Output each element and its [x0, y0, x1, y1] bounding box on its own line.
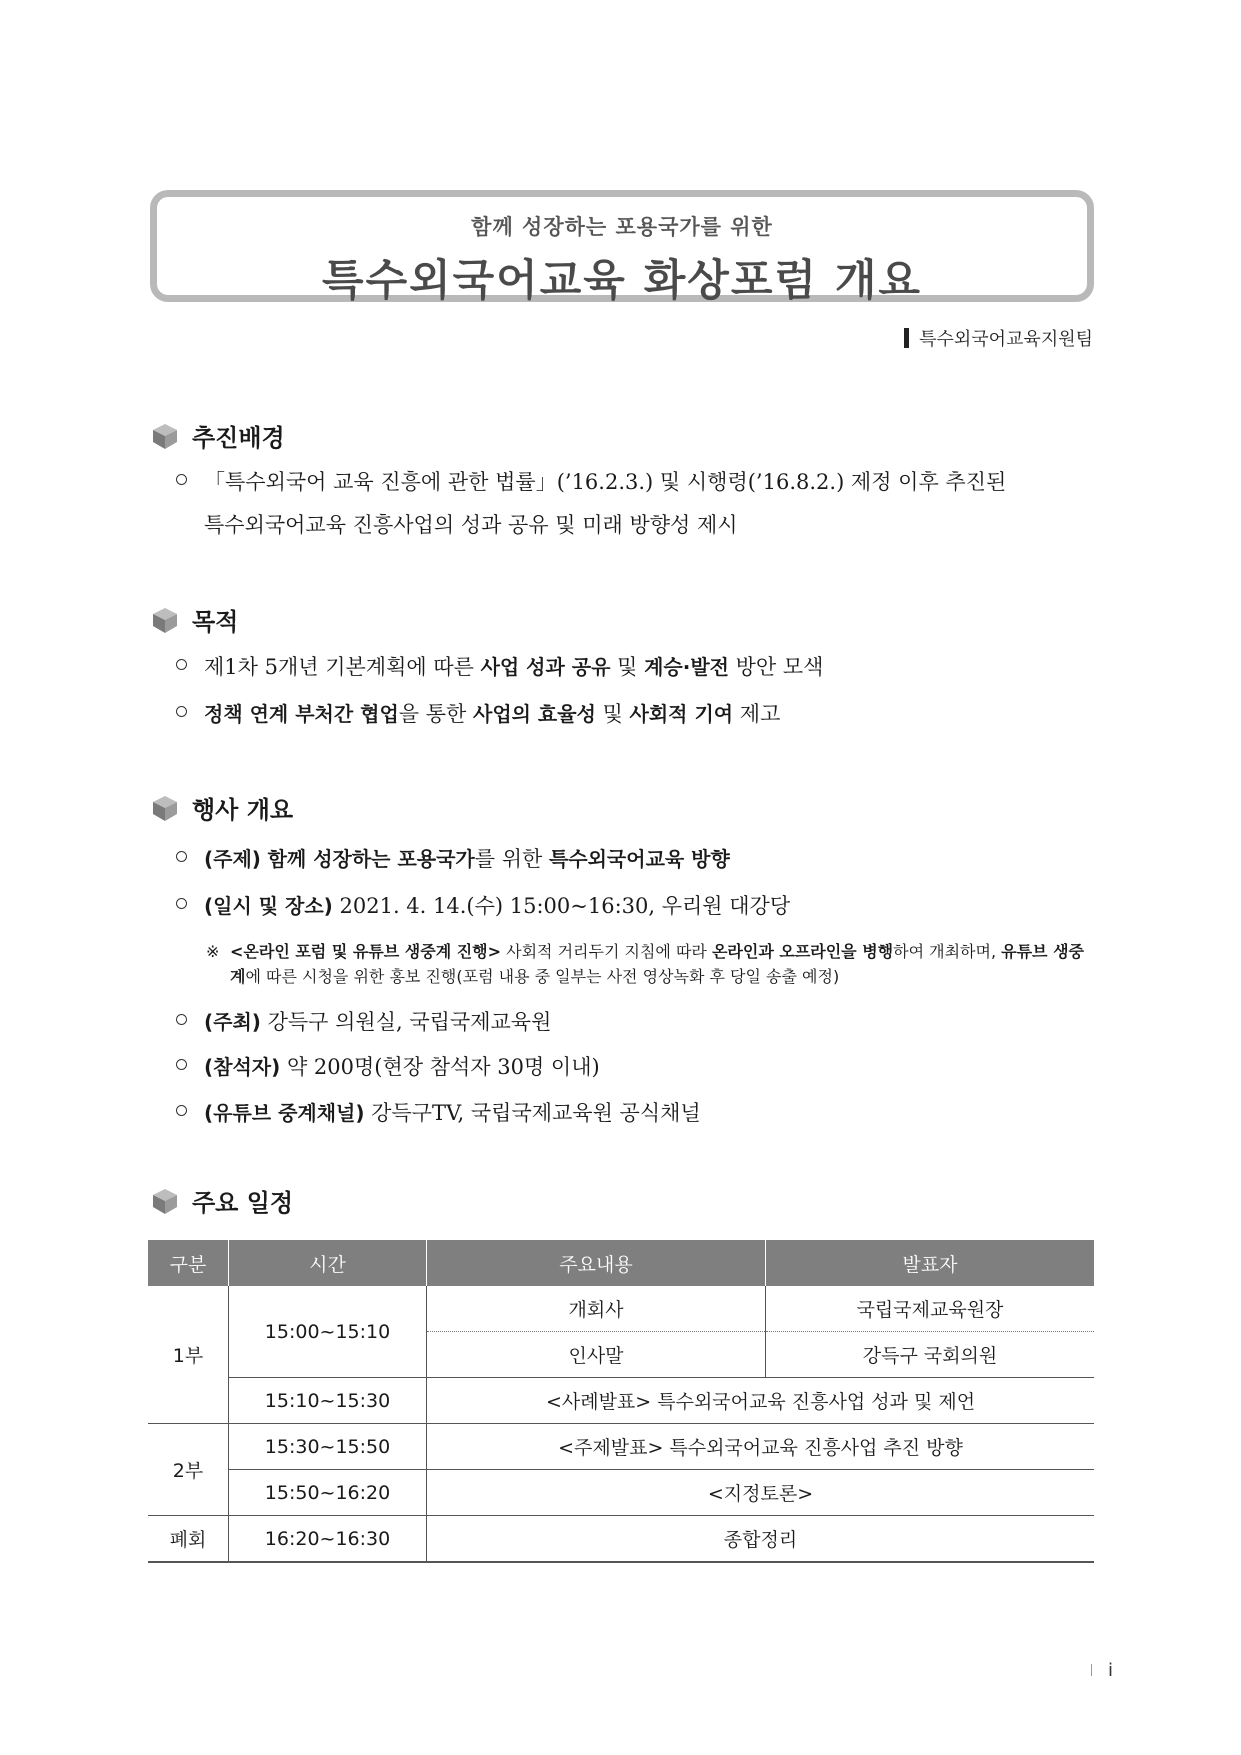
team-label: [904, 325, 1093, 351]
table-cell: 15:50~16:20: [229, 1470, 427, 1516]
team-name: 특수외국어교육지원팀: [919, 329, 1093, 350]
table-row: [148, 1286, 1094, 1332]
list-item-datetime: (일시 및 장소) 2021. 4. 14.(수) 15:00~16:30, 우리원 대강당: [176, 892, 1096, 921]
table-cell: <주제발표> 특수외국어교육 진흥사업 추진 방향: [427, 1424, 1095, 1470]
section-title-text: 추진배경: [192, 424, 285, 452]
table-cell: 개회사: [427, 1286, 766, 1332]
circle-bullet-icon: [176, 474, 187, 485]
list-item-text-cont: 특수외국어교육 진흥사업의 성과 공유 및 미래 방향성 제시: [204, 513, 738, 538]
section-title-text: 행사 개요: [192, 796, 294, 824]
table-cell: 15:00~15:10: [229, 1286, 427, 1378]
table-cell: 강득구 국회의원: [766, 1332, 1095, 1378]
cube-icon: [150, 605, 180, 635]
reference-mark-icon: ※: [206, 942, 220, 961]
section-title-text: 주요 일정: [192, 1189, 294, 1217]
page-number-text: i: [1107, 1660, 1113, 1681]
document-title: 특수외국어교육 화상포럼 개요: [322, 256, 922, 306]
cube-icon: [150, 1186, 180, 1216]
circle-bullet-icon: [176, 1105, 187, 1116]
team-bar-icon: [904, 328, 909, 348]
schedule-table: [148, 1240, 1094, 1563]
list-item-attendees: (참석자) 약 200명(현장 참석자 30명 이내): [176, 1053, 1096, 1082]
section-title-text: 목적: [192, 608, 239, 636]
cube-icon: [150, 793, 180, 823]
table-cell: 1부: [148, 1286, 229, 1424]
table-header: 발표자: [766, 1240, 1095, 1286]
table-cell: 2부: [148, 1424, 229, 1516]
table-cell: 15:30~15:50: [229, 1424, 427, 1470]
list-item-channel: (유튜브 중계채널) 강득구TV, 국립국제교육원 공식채널: [176, 1099, 1096, 1128]
list-item-host: (주최) 강득구 의원실, 국립국제교육원: [176, 1008, 1096, 1037]
table-header: 시간: [229, 1240, 427, 1286]
table-cell: 폐회: [148, 1516, 229, 1563]
circle-bullet-icon: [176, 851, 187, 862]
list-item-text: 「특수외국어 교육 진흥에 관한 법률」(’16.2.3.) 및 시행령(’16.8.2.) 제정 이후 추진된: [204, 470, 1007, 494]
page-number: [1091, 1660, 1113, 1681]
list-item-text: 정책 연계 부처간 협업을 통한 사업의 효율성 및 사회적 기여 제고: [204, 702, 781, 726]
list-item: [176, 653, 1096, 682]
list-item: [176, 468, 1096, 541]
table-cell: 국립국제교육원장: [766, 1286, 1095, 1332]
list-item-text: 제1차 5개년 기본계획에 따른 사업 성과 공유 및 계승·발전 방안 모색: [204, 655, 824, 679]
cube-icon: [150, 421, 180, 451]
list-item: [176, 700, 1096, 729]
table-cell: <지정토론>: [427, 1470, 1095, 1516]
table-row: [148, 1378, 1094, 1424]
table-cell: <사례발표> 특수외국어교육 진흥사업 성과 및 제언: [427, 1378, 1095, 1424]
table-row: [148, 1424, 1094, 1470]
circle-bullet-icon: [176, 706, 187, 717]
circle-bullet-icon: [176, 898, 187, 909]
title-box: [150, 190, 1094, 306]
table-cell: 인사말: [427, 1332, 766, 1378]
circle-bullet-icon: [176, 1014, 187, 1025]
section-title-schedule: [150, 1183, 293, 1218]
document-subtitle: 함께 성장하는 포용국가를 위한: [471, 215, 773, 239]
list-item-theme: (주제) 함께 성장하는 포용국가를 위한 특수외국어교육 방향: [176, 845, 1096, 874]
circle-bullet-icon: [176, 1059, 187, 1070]
table-cell: 15:10~15:30: [229, 1378, 427, 1424]
table-header: 주요내용: [427, 1240, 766, 1286]
table-row: [148, 1470, 1094, 1516]
table-header: 구분: [148, 1240, 229, 1286]
section-title-overview: [150, 790, 293, 825]
table-cell: 16:20~16:30: [229, 1516, 427, 1563]
section-title-background: [150, 418, 285, 453]
table-cell: 종합정리: [427, 1516, 1095, 1563]
section-title-purpose: [150, 602, 238, 637]
page-separator: [1091, 1664, 1092, 1676]
table-row: [148, 1516, 1094, 1563]
note-reference: ※ <온라인 포럼 및 유튜브 생중계 진행> 사회적 거리두기 지침에 따라 온라인과 오프라인을 병행하여 개최하며, 유튜브 생중계에 따른 시청을 위한 홍보 진행(포럼 내용 중 일부는 사전 영상녹화 후 당일 송출 예정): [206, 942, 1084, 986]
circle-bullet-icon: [176, 659, 187, 670]
